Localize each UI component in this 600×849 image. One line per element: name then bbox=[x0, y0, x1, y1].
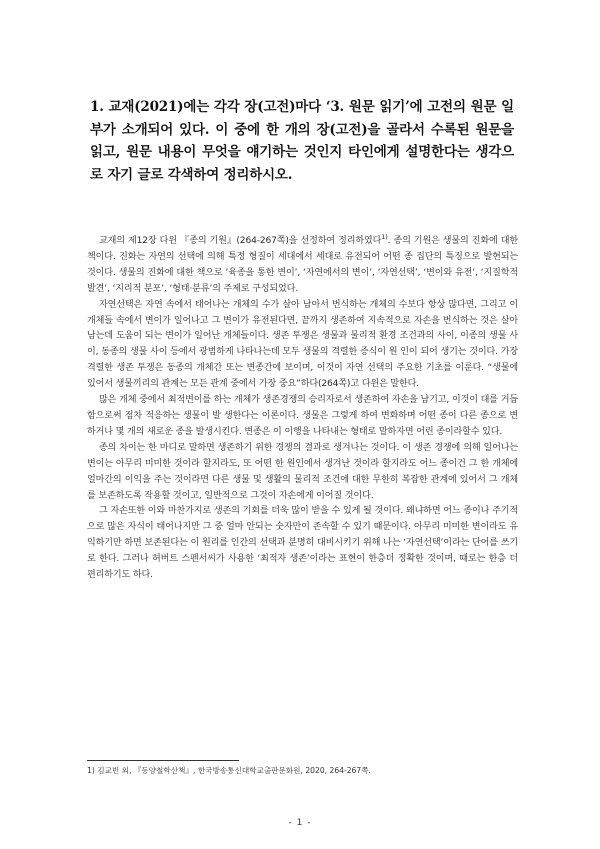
question-heading: 1. 교재(2021)에는 각각 장(고전)마다 ‘3. 원문 읽기’에 고전의 원문 일부가 소개되어 있다. 이 중에 한 개의 장(고전)을 골라서 수록된 원문을 읽고, 원문 내용이 무엇을 얘기하는 것인지 타인에게 설명한다는 생각으로 자기 글로 각색하여 정리하시오. bbox=[90, 99, 514, 183]
footnote-divider bbox=[87, 760, 239, 761]
paragraph-5: 그 자손또한 이와 마찬가지로 생존의 기회를 더욱 많이 받을 수 있게 될 것이다. 왜냐하면 어느 종이나 주기적으로 많은 자식이 태어나지만 그 중 얼마 안되는 숫자만이 존속할 수 있기 때문이다. 아무리 미미한 변이라도 유익하기만 하면 보존된다는 이 원리를 인간의 선택과 분명히 대비시키기 위해 나는 ‘자연선택’이라는 단어를 쓰기로 한다. 그러나 허버트 스펜서씨가 사용한 ‘최적자 생존’이라는 표현이 한층더 정확한 것이며, 때로는 한층 더 편리하기도 하다. bbox=[87, 506, 518, 581]
paragraph-4: 종의 차이는 한 마디로 말하면 생존하기 위한 경쟁의 결과로 생겨나는 것이다. 이 생존 경쟁에 의해 일어나는 변이는 아무리 미미한 것이라 할지라도, 또 어떤 한 원인에서 생겨난 것이라 할지라도 어느 종이건 그 한 개체에 얼마간의 이익을 주는 것이라면 다른 생물 및 생활의 물리적 조건에 대한 무한히 복잡한 관계에 있어서 그 개체를 보존하도록 작용할 것이고, 일반적으로 그것이 자손에게 이어질 것이다. bbox=[87, 442, 518, 501]
page-number: - 1 - bbox=[288, 818, 312, 828]
paragraph-1-text: 교재의 제12장 다윈 『종의 기원』(264-267쪽)을 선정하여 정리하였다 bbox=[99, 236, 382, 246]
footnote: 1) 김교빈 외, 『동양철학산책』, 한국방송통신대학교출판문화원, 2020, 264-267쪽. bbox=[87, 766, 371, 775]
paragraph-2: 자연선택은 자연 속에서 태어나는 개체의 수가 살아 남아서 번식하는 개체의 수보다 항상 많다면, 그리고 이 개체들 속에서 변이가 일어나고 그 변이가 유전된다면, 끝까지 생존하여 지속적으로 자손을 번식하는 것은 살아남는데 도움이 되는 변이가 일어난 개체들이다. 생존 투쟁은 생물과 물리적 환경 조건과의 사이, 이종의 생물 사이, 동종의 생물 사이 등에서 광범하게 나타나는데 모두 생물의 격렬한 증식이 원 인이 되어 생기는 것이다. 가장 격렬한 생존 투쟁은 동종의 개체간 또는 변종간에 보이며, 이것이 자연 선택의 주요한 기초를 이룬다. “생물에 있어서 생물끼리의 관계는 모든 관계 중에서 가장 중요”하다(264쪽)고 다윈은 말한다. bbox=[87, 299, 518, 390]
answer-body bbox=[87, 234, 518, 584]
paragraph-1-text-continued: . 종의 기원은 생물의 진화에 대한 책이다. 진화는 자연의 선택에 의해 특정 형질이 세대에서 세대로 유전되어 어떤 종 집단의 특징으로 발현되는 것이다. 생물의 진화에 대한 책으로 ‘육종을 통한 변이’, ‘자연에서의 변이’, ‘자연선택’, ‘변이와 유전’, ‘지질학적 발견’, ‘지리적 분포’, ‘형태·분류’의 주제로 구성되었다. bbox=[87, 236, 518, 294]
paragraph-3: 많은 개체 중에서 최적변이를 하는 개체가 생존경쟁의 승리자로서 생존하여 자손을 남기고, 이것이 대를 거듭함으로써 점차 적응하는 생물이 발 생한다는 이론이다. 생물은 그렇게 하여 변화하며 어떤 종이 다른 종으로 변하거나 몇 개의 새로운 종을 발생시킨다. 변종은 이 이행을 나타내는 형태로 말하자면 어린 종이라할수 있다. bbox=[87, 395, 518, 437]
paragraph-1 bbox=[87, 234, 518, 298]
footnote-reference: 1) bbox=[381, 232, 388, 241]
